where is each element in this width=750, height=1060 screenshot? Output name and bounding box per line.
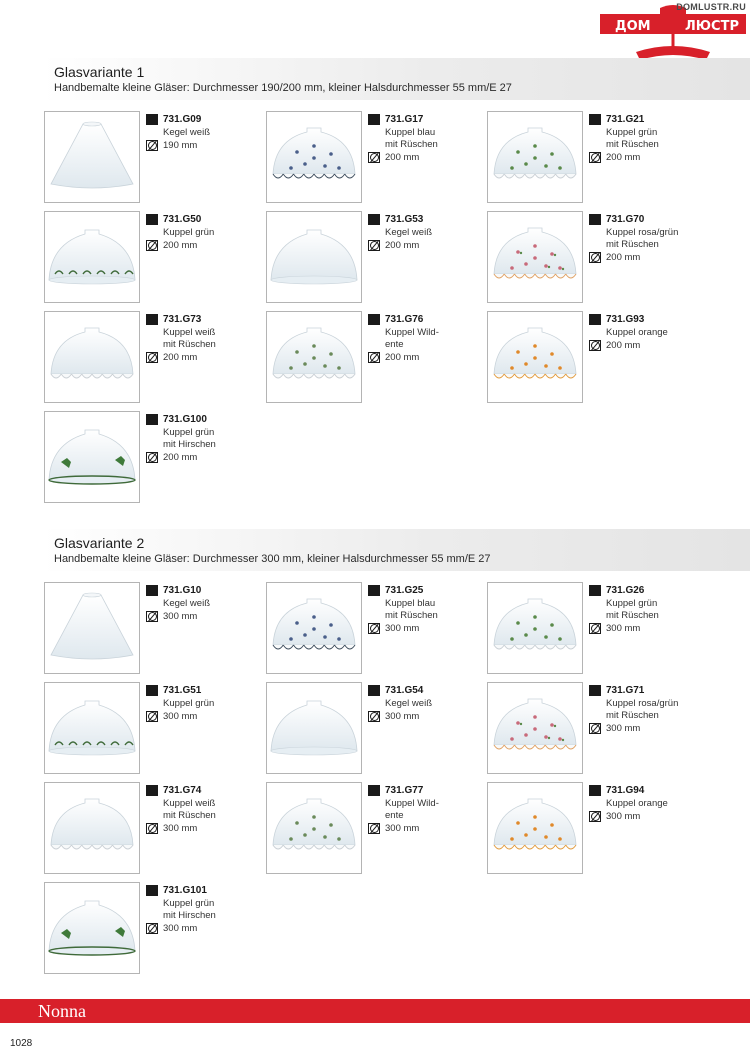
- product-description: Kuppel grün mit Rüschen: [606, 127, 659, 150]
- product-diameter: 200 mm: [606, 339, 641, 351]
- product-code: 731.G70: [606, 214, 645, 225]
- product-card[interactable]: [487, 311, 697, 403]
- product-diameter: 200 mm: [163, 351, 198, 363]
- product-description: Kegel weiß: [385, 227, 432, 238]
- product-info: [368, 684, 476, 722]
- logo-url[interactable]: DOMLUSTR.RU: [676, 2, 746, 12]
- product-card[interactable]: [44, 411, 254, 503]
- product-diameter: 200 mm: [385, 239, 420, 251]
- product-code: 731.G76: [385, 314, 424, 325]
- diameter-icon: [589, 811, 601, 822]
- product-info: [589, 584, 697, 634]
- lampshade-image[interactable]: [44, 882, 140, 974]
- product-description: Kuppel orange: [606, 327, 668, 338]
- product-info: [146, 884, 254, 934]
- footer-bar: [0, 999, 750, 1023]
- section-2-subtitle: Handbemalte kleine Gläser: Durchmesser 300 mm, kleiner Halsdurchmesser 55 mm/E 27: [54, 553, 491, 565]
- product-diameter: 300 mm: [606, 622, 641, 634]
- product-code: 731.G10: [163, 585, 202, 596]
- product-info: [589, 684, 697, 734]
- product-description: Kuppel blau mit Rüschen: [385, 127, 438, 150]
- diameter-icon: [589, 340, 601, 351]
- lampshade-image[interactable]: [44, 211, 140, 303]
- section-1-header: [42, 58, 750, 100]
- square-bullet-icon: [146, 114, 158, 125]
- product-description: Kegel weiß: [163, 127, 210, 138]
- product-code: 731.G25: [385, 585, 424, 596]
- square-bullet-icon: [589, 214, 601, 225]
- product-code: 731.G54: [385, 685, 424, 696]
- product-card[interactable]: [487, 682, 697, 774]
- diameter-icon: [146, 240, 158, 251]
- product-description: Kuppel orange: [606, 798, 668, 809]
- diameter-icon: [368, 711, 380, 722]
- diameter-icon: [146, 140, 158, 151]
- lampshade-image[interactable]: [266, 582, 362, 674]
- product-card[interactable]: [487, 582, 697, 674]
- product-code: 731.G93: [606, 314, 645, 325]
- product-card[interactable]: [266, 211, 476, 303]
- product-code: 731.G73: [163, 314, 202, 325]
- square-bullet-icon: [589, 114, 601, 125]
- product-info: [146, 584, 254, 622]
- lampshade-image[interactable]: [487, 582, 583, 674]
- product-card[interactable]: [266, 682, 476, 774]
- logo-word-1: ДОМ: [615, 19, 651, 34]
- product-description: Kuppel grün: [163, 227, 215, 238]
- product-card[interactable]: [44, 582, 254, 674]
- product-card[interactable]: [266, 582, 476, 674]
- product-info: [146, 213, 254, 251]
- lampshade-image[interactable]: [487, 111, 583, 203]
- product-code: 731.G74: [163, 785, 202, 796]
- product-info: [589, 113, 697, 163]
- product-description: Kuppel Wild- ente: [385, 798, 439, 821]
- product-diameter: 190 mm: [163, 139, 198, 151]
- square-bullet-icon: [368, 585, 380, 596]
- product-card[interactable]: [44, 682, 254, 774]
- lampshade-image[interactable]: [266, 111, 362, 203]
- diameter-icon: [368, 823, 380, 834]
- product-card[interactable]: [266, 311, 476, 403]
- product-code: 731.G53: [385, 214, 424, 225]
- product-diameter: 300 mm: [163, 710, 198, 722]
- lampshade-image[interactable]: [266, 682, 362, 774]
- square-bullet-icon: [146, 414, 158, 425]
- lampshade-image[interactable]: [487, 682, 583, 774]
- product-description: Kegel weiß: [385, 698, 432, 709]
- square-bullet-icon: [146, 314, 158, 325]
- product-card[interactable]: [44, 211, 254, 303]
- diameter-icon: [146, 452, 158, 463]
- square-bullet-icon: [368, 785, 380, 796]
- square-bullet-icon: [589, 314, 601, 325]
- product-info: [368, 584, 476, 634]
- product-code: 731.G09: [163, 114, 202, 125]
- product-info: [589, 313, 697, 351]
- lampshade-image[interactable]: [44, 411, 140, 503]
- product-code: 731.G51: [163, 685, 202, 696]
- page-number: 1028: [10, 1038, 33, 1049]
- product-diameter: 200 mm: [385, 151, 420, 163]
- product-card[interactable]: [44, 311, 254, 403]
- lampshade-image[interactable]: [44, 111, 140, 203]
- product-info: [368, 313, 476, 363]
- square-bullet-icon: [368, 114, 380, 125]
- product-card[interactable]: [487, 211, 697, 303]
- product-info: [146, 113, 254, 151]
- product-description: Kuppel grün mit Hirschen: [163, 427, 216, 450]
- product-description: Kuppel rosa/grün mit Rüschen: [606, 698, 679, 721]
- diameter-icon: [368, 240, 380, 251]
- product-diameter: 300 mm: [163, 922, 198, 934]
- product-info: [146, 413, 254, 463]
- square-bullet-icon: [146, 785, 158, 796]
- lampshade-image[interactable]: [44, 782, 140, 874]
- diameter-icon: [146, 611, 158, 622]
- diameter-icon: [589, 152, 601, 163]
- product-diameter: 300 mm: [163, 822, 198, 834]
- product-description: Kuppel Wild- ente: [385, 327, 439, 350]
- product-card[interactable]: [266, 111, 476, 203]
- product-description: Kegel weiß: [163, 598, 210, 609]
- product-card[interactable]: [44, 782, 254, 874]
- product-code: 731.G71: [606, 685, 645, 696]
- square-bullet-icon: [368, 214, 380, 225]
- diameter-icon: [146, 711, 158, 722]
- lampshade-image[interactable]: [44, 682, 140, 774]
- product-card[interactable]: [487, 111, 697, 203]
- product-diameter: 300 mm: [385, 710, 420, 722]
- product-card[interactable]: [487, 782, 697, 874]
- lampshade-image[interactable]: [44, 311, 140, 403]
- square-bullet-icon: [368, 314, 380, 325]
- square-bullet-icon: [146, 885, 158, 896]
- square-bullet-icon: [589, 585, 601, 596]
- lampshade-image[interactable]: [44, 582, 140, 674]
- lampshade-image[interactable]: [487, 211, 583, 303]
- square-bullet-icon: [589, 785, 601, 796]
- diameter-icon: [146, 352, 158, 363]
- lampshade-image[interactable]: [487, 782, 583, 874]
- product-info: [368, 213, 476, 251]
- lampshade-image[interactable]: [266, 311, 362, 403]
- product-code: 731.G50: [163, 214, 202, 225]
- section-1-title: Glasvariante 1: [54, 64, 145, 80]
- product-info: [146, 684, 254, 722]
- product-diameter: 200 mm: [606, 151, 641, 163]
- square-bullet-icon: [146, 685, 158, 696]
- product-info: [589, 784, 697, 822]
- product-code: 731.G94: [606, 785, 645, 796]
- product-diameter: 200 mm: [385, 351, 420, 363]
- product-card[interactable]: [44, 111, 254, 203]
- product-info: [368, 113, 476, 163]
- lampshade-image[interactable]: [266, 211, 362, 303]
- product-code: 731.G21: [606, 114, 645, 125]
- product-info: [368, 784, 476, 834]
- product-card[interactable]: [44, 882, 254, 974]
- square-bullet-icon: [146, 585, 158, 596]
- product-code: 731.G77: [385, 785, 424, 796]
- product-diameter: 300 mm: [606, 722, 641, 734]
- product-description: Kuppel grün mit Hirschen: [163, 898, 216, 921]
- square-bullet-icon: [589, 685, 601, 696]
- product-info: [146, 784, 254, 834]
- diameter-icon: [589, 723, 601, 734]
- diameter-icon: [589, 623, 601, 634]
- lampshade-image[interactable]: [487, 311, 583, 403]
- product-description: Kuppel rosa/grün mit Rüschen: [606, 227, 679, 250]
- product-description: Kuppel blau mit Rüschen: [385, 598, 438, 621]
- product-code: 731.G17: [385, 114, 424, 125]
- product-diameter: 300 mm: [163, 610, 198, 622]
- square-bullet-icon: [146, 214, 158, 225]
- diameter-icon: [146, 923, 158, 934]
- diameter-icon: [368, 352, 380, 363]
- product-description: Kuppel grün mit Rüschen: [606, 598, 659, 621]
- lampshade-image[interactable]: [266, 782, 362, 874]
- product-diameter: 200 mm: [163, 451, 198, 463]
- product-diameter: 200 mm: [163, 239, 198, 251]
- product-description: Kuppel weiß mit Rüschen: [163, 798, 216, 821]
- diameter-icon: [146, 823, 158, 834]
- product-diameter: 300 mm: [385, 822, 420, 834]
- diameter-icon: [368, 152, 380, 163]
- product-info: [146, 313, 254, 363]
- square-bullet-icon: [368, 685, 380, 696]
- product-info: [589, 213, 697, 263]
- product-description: Kuppel weiß mit Rüschen: [163, 327, 216, 350]
- product-code: 731.G26: [606, 585, 645, 596]
- section-2-title: Glasvariante 2: [54, 535, 145, 551]
- product-description: Kuppel grün: [163, 698, 215, 709]
- section-1-subtitle: Handbemalte kleine Gläser: Durchmesser 190/200 mm, kleiner Halsdurchmesser 55 mm/E 27: [54, 82, 512, 94]
- product-diameter: 200 mm: [606, 251, 641, 263]
- product-diameter: 300 mm: [606, 810, 641, 822]
- diameter-icon: [368, 623, 380, 634]
- product-diameter: 300 mm: [385, 622, 420, 634]
- footer-brand: Nonna: [38, 1001, 86, 1021]
- logo-word-2: ЛЮСТР: [685, 19, 739, 34]
- product-code: 731.G100: [163, 414, 207, 425]
- diameter-icon: [589, 252, 601, 263]
- section-2-header: [42, 529, 750, 571]
- product-card[interactable]: [266, 782, 476, 874]
- product-code: 731.G101: [163, 885, 207, 896]
